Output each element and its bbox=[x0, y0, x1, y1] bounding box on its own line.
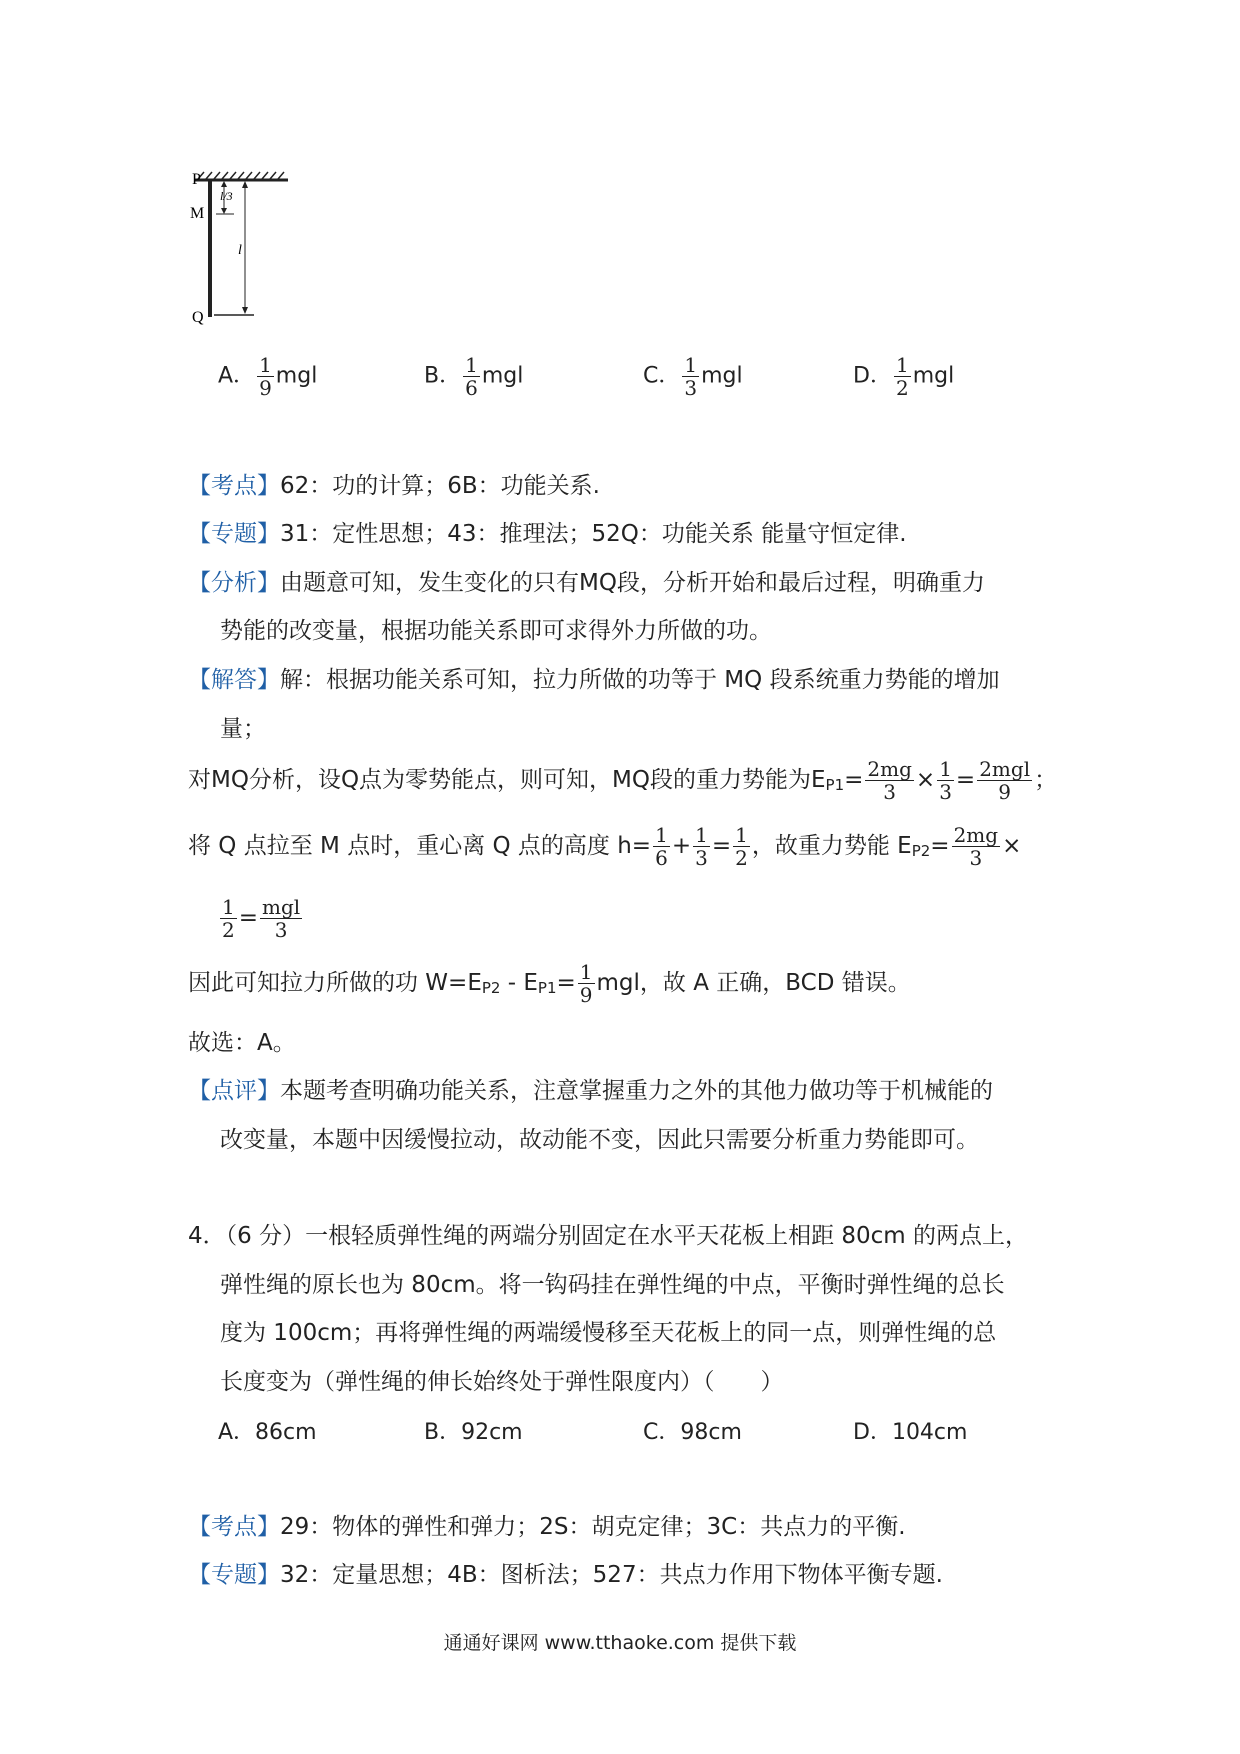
zhuanti-text: 32：定量思想；4B：图析法；527：共点力作用下物体平衡专题. bbox=[280, 1562, 943, 1588]
jieda-tag: 【解答】 bbox=[188, 667, 280, 693]
q3-fenxi bbox=[188, 568, 985, 598]
q4-option-a: A．86cm bbox=[218, 1420, 317, 1445]
option-letter: C． bbox=[643, 363, 681, 389]
q3-zhuanti bbox=[188, 519, 907, 549]
q3-line-ep2-cont: $\frac{1}{2}$ = $\frac{\text{mgl}}{3}$ bbox=[222, 895, 301, 942]
option-unit: mgl bbox=[912, 363, 955, 389]
q4-option-d: D．104cm bbox=[853, 1420, 968, 1445]
label-m: M bbox=[190, 205, 205, 222]
dianping-text: 本题考查明确功能关系，注意掌握重力之外的其他力做功等于机械能的 bbox=[280, 1078, 993, 1104]
q3-line-ep1: 对MQ分析，设Q点为零势能点，则可知，MQ段的重力势能为$E_{P1}=$ $\frac{2mg}{3}$ × $\frac{1}{3}$ = $\frac{\text{2mgl}}{9}$ ； bbox=[188, 757, 1058, 804]
q3-line-work: 因此可知拉力所做的功 $W=E_{P2} - E_{P1}=$ $\frac{1}{9}$ mgl，故 A 正确，BCD 错误。 bbox=[188, 960, 911, 1007]
jieda-text: 解：根据功能关系可知，拉力所做的功等于 MQ 段系统重力势能的增加 bbox=[280, 667, 1000, 693]
q3-option-c bbox=[643, 354, 743, 399]
label-p: P bbox=[192, 171, 201, 188]
fenxi-tag: 【分析】 bbox=[188, 570, 280, 596]
option-unit: mgl bbox=[701, 363, 743, 389]
kaodian-text: 29：物体的弹性和弹力；2S：胡克定律；3C：共点力的平衡. bbox=[280, 1514, 906, 1540]
q4-stem-3: 度为 100cm；再将弹性绳的两端缓慢移至天花板上的同一点，则弹性绳的总 bbox=[220, 1320, 997, 1346]
option-fraction: $\frac{1}{9}$ bbox=[259, 353, 272, 400]
q3-option-a bbox=[218, 354, 317, 399]
option-fraction: $\frac{1}{2}$ bbox=[895, 353, 909, 400]
dianping-tag: 【点评】 bbox=[188, 1078, 280, 1104]
q4-stem-1: 4．（6 分）一根轻质弹性绳的两端分别固定在水平天花板上相距 80cm 的两点上， bbox=[188, 1223, 1029, 1249]
option-fraction: $\frac{1}{6}$ bbox=[465, 353, 478, 400]
option-letter: A． bbox=[218, 363, 256, 389]
label-q: Q bbox=[192, 309, 204, 326]
q3-option-b bbox=[424, 354, 523, 399]
kaodian-tag: 【考点】 bbox=[188, 1514, 280, 1540]
q4-stem-4: 长度变为（弹性绳的伸长始终处于弹性限度内）（ ） bbox=[220, 1369, 784, 1395]
option-letter: B． bbox=[424, 363, 462, 389]
q3-kaodian bbox=[188, 471, 600, 501]
q3-line-ep2: 将 Q 点拉至 M 点时，重心离 Q 点的高度 h= $\frac{1}{6}$ + $\frac{1}{3}$ = $\frac{1}{2}$ ，故重力势能 $E_{P2}=$ $\frac{2mg}{3}$ × bbox=[188, 823, 1022, 870]
q3-fenxi-cont: 势能的改变量，根据功能关系即可求得外力所做的功。 bbox=[220, 618, 772, 644]
option-letter: D． bbox=[853, 363, 892, 389]
zhuanti-tag: 【专题】 bbox=[188, 521, 280, 547]
q4-option-c: C．98cm bbox=[643, 1420, 742, 1445]
q4-option-b: B．92cm bbox=[424, 1420, 523, 1445]
zhuanti-text: 31：定性思想；43：推理法；52Q：功能关系 能量守恒定律. bbox=[280, 521, 907, 547]
kaodian-text: 62：功的计算；6B：功能关系. bbox=[280, 473, 600, 499]
label-l: l bbox=[238, 243, 242, 258]
q4-stem-2: 弹性绳的原长也为 80cm。将一钩码挂在弹性绳的中点，平衡时弹性绳的总长 bbox=[220, 1272, 1005, 1298]
fenxi-text: 由题意可知，发生变化的只有MQ段，分析开始和最后过程，明确重力 bbox=[280, 570, 985, 596]
page-footer: 通通好课网 www.tthaoke.com 提供下载 bbox=[443, 1632, 797, 1654]
zhuanti-tag: 【专题】 bbox=[188, 1562, 280, 1588]
q4-zhuanti bbox=[188, 1560, 943, 1590]
rope-diagram bbox=[190, 170, 300, 330]
label-l3: l/3 bbox=[220, 189, 233, 203]
option-unit: mgl bbox=[481, 363, 524, 389]
rope-figure bbox=[190, 170, 300, 334]
q4-kaodian bbox=[188, 1512, 906, 1542]
q3-option-d bbox=[853, 354, 954, 399]
q3-answer: 故选：A。 bbox=[188, 1030, 296, 1056]
kaodian-tag: 【考点】 bbox=[188, 473, 280, 499]
q3-dianping-cont: 改变量，本题中因缓慢拉动，故动能不变，因此只需要分析重力势能即可。 bbox=[220, 1127, 979, 1153]
q3-dianping bbox=[188, 1076, 993, 1106]
option-fraction: $\frac{1}{3}$ bbox=[684, 353, 698, 400]
q3-jieda-cont: 量； bbox=[220, 716, 266, 742]
q3-jieda bbox=[188, 665, 1000, 695]
option-unit: mgl bbox=[275, 363, 318, 389]
